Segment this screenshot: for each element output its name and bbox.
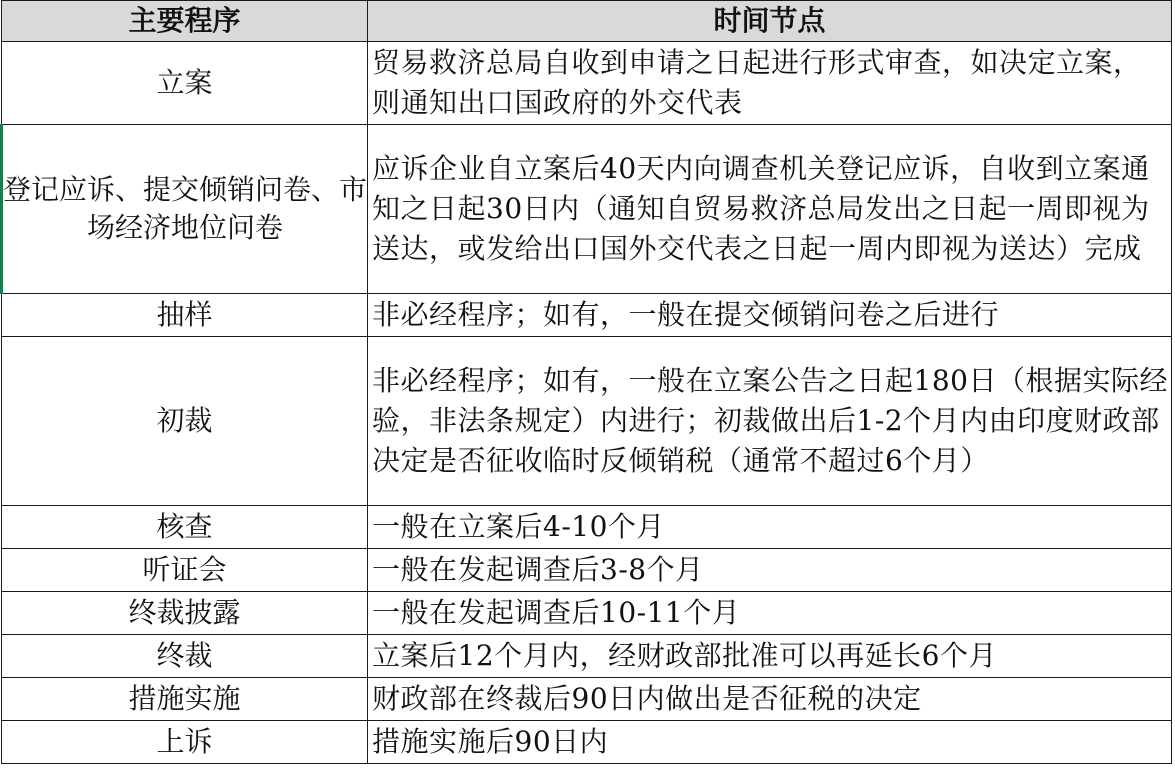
table-row (2, 506, 1172, 549)
stage-cell[interactable]: 终裁披露 (2, 592, 368, 635)
stage-cell[interactable]: 登记应诉、提交倾销问卷、市场经济地位问卷 (2, 125, 368, 294)
timing-cell[interactable]: 应诉企业自立案后40天内向调查机关登记应诉，自收到立案通知之日起30日内（通知自贸易救济总局发出之日起一周即视为送达，或发给出口国外交代表之日起一周内即视为送达）完成 (368, 125, 1172, 294)
timing-cell[interactable]: 措施实施后90日内 (368, 721, 1172, 764)
timing-cell[interactable]: 一般在发起调查后10-11个月 (368, 592, 1172, 635)
timing-cell[interactable]: 财政部在终裁后90日内做出是否征税的决定 (368, 678, 1172, 721)
stage-cell[interactable]: 终裁 (2, 635, 368, 678)
stage-cell[interactable]: 抽样 (2, 294, 368, 337)
table-row (2, 337, 1172, 506)
table-row (2, 592, 1172, 635)
timing-cell[interactable]: 一般在立案后4-10个月 (368, 506, 1172, 549)
header-main-procedure[interactable]: 主要程序 (2, 1, 368, 42)
stage-cell[interactable]: 核查 (2, 506, 368, 549)
table-row (2, 635, 1172, 678)
table-row (2, 678, 1172, 721)
timing-cell[interactable]: 非必经程序；如有，一般在提交倾销问卷之后进行 (368, 294, 1172, 337)
empty-row-strip (0, 770, 1175, 776)
table-row (2, 42, 1172, 125)
header-time-node[interactable]: 时间节点 (368, 1, 1172, 42)
timing-cell[interactable]: 贸易救济总局自收到申请之日起进行形式审查，如决定立案，则通知出口国政府的外交代表 (368, 42, 1172, 125)
timing-cell[interactable]: 一般在发起调查后3-8个月 (368, 549, 1172, 592)
stage-cell[interactable]: 上诉 (2, 721, 368, 764)
table-row (2, 549, 1172, 592)
header-row (2, 1, 1172, 42)
stage-cell[interactable]: 初裁 (2, 337, 368, 506)
stage-cell[interactable]: 立案 (2, 42, 368, 125)
timing-cell[interactable]: 立案后12个月内，经财政部批准可以再延长6个月 (368, 635, 1172, 678)
table-row (2, 125, 1172, 294)
stage-cell[interactable]: 措施实施 (2, 678, 368, 721)
table-row (2, 721, 1172, 764)
stage-cell[interactable]: 听证会 (2, 549, 368, 592)
table-row (2, 294, 1172, 337)
timing-cell[interactable]: 非必经程序；如有，一般在立案公告之日起180日（根据实际经验，非法条规定）内进行；初裁做出后1-2个月内由印度财政部决定是否征收临时反倾销税（通常不超过6个月） (368, 337, 1172, 506)
